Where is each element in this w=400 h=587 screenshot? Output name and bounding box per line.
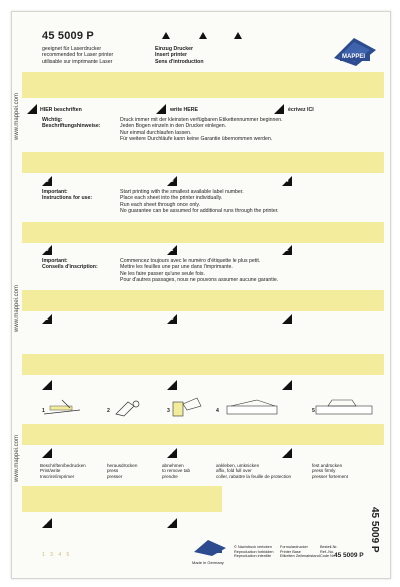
label-number: 6 [284,382,287,388]
label-strip-6 [22,424,384,445]
step-5-illustration [312,396,376,418]
step-1-text: Beschriften/bedrucken Print/write Inscrire/imprimer [40,463,86,479]
label-number: 10 [43,247,49,253]
step-4-number: 4 [216,408,219,414]
fr-heading-2: Conseils d'inscription: [42,264,98,271]
mappei-logo [330,34,380,68]
en-line: Place each sheet into the printer individually. [120,195,223,202]
label-number: 7 [169,382,172,388]
en-heading-2: Instructions for use: [42,195,93,202]
label-number: 10 [168,316,174,322]
legal-line: Reproduction forbidden [234,549,274,554]
fr-line: Pour d'autres passages, nous ne pouvons assumer aucune garantie. [120,277,279,284]
label-number-badge [156,104,166,114]
step-3-text: abnehmen to remove tab prendre [162,463,191,479]
label-strip-1 [22,72,384,98]
side-url-3: www.mappei.com [14,434,20,482]
compat-en: recommended for Laser printer [42,52,114,59]
label-number: 16 [43,178,49,184]
label-number: 8 [44,382,47,388]
product-number: 45 5009 P [42,30,94,42]
step-1-illustration [42,396,82,418]
fr-instructions [120,258,370,284]
step-1-number: 1 [42,408,45,414]
label-number: 15 [168,178,174,184]
legal-line: Reproduction interdite [234,554,272,559]
step-5-text: fest andrücken press firmly presser fortement [312,463,348,479]
label-strip-5 [22,354,384,375]
en-instructions [120,189,370,215]
compat-text [42,46,113,65]
mappei-footer-logo [192,538,232,560]
meta-line: Printer Base [280,549,301,554]
write-here-en: write HERE [170,107,198,113]
de-heading-2: Beschriftungshinweise: [42,123,101,130]
feed-de: Einzug Drucker [155,46,194,52]
label-number: 2 [44,520,47,526]
made-in: Made in Germany [192,560,224,565]
step-2-number: 2 [107,408,110,414]
label-number: 11 [168,247,174,253]
fr-line: Mettre les feuilles une par une dans l'imprimante. [120,264,233,271]
de-line: Jeden Bogen einzeln in den Drucker einlegen. [120,123,227,130]
meta-line: Bestell-Nr. [320,545,338,549]
de-line: Druck immer mit der kleinsten verfügbaren Etikettennummer beginnen. [120,117,283,123]
en-heading-1: Important: [42,189,68,195]
label-number-badge [274,104,284,114]
label-strip-2 [22,152,384,173]
side-url-2: www.mappei.com [14,284,20,332]
en-line: No guarantee can be assumed for additional runs through the printer. [120,208,279,215]
meta-line: Ref.-No. [320,549,335,554]
fr-heading-1: Important: [42,258,68,264]
label-sheet [11,11,391,579]
en-line: Run each sheet through once only. [120,201,201,208]
fr-line: Commencez toujours avec le numéro d'étiquette le plus petit. [120,258,261,264]
step-5-number: 5 [312,408,315,414]
feed-arrow-3 [234,32,242,39]
compat-fr: utilisable sur imprimante Laser [42,58,113,65]
footer-product-code: 45 5009 P [334,552,364,559]
meta-line: Etiketten Zeilenabstand [280,554,320,559]
step-2-text: herausdrücken press presser [107,463,138,479]
product-number-vertical: 45 5009 P [369,507,380,553]
feed-arrow-2 [199,32,207,39]
feed-en: Insert printer [155,52,187,59]
step-3-number: 3 [167,408,170,414]
meta-line: Code Nr. [320,554,335,559]
compat-de: geeignet für Laserdrucker [42,46,102,52]
fr-headings [42,258,117,271]
faint-numbers: 1 3 4 5 [42,552,72,558]
feed-arrow-1 [162,32,170,39]
en-headings [42,189,112,202]
de-headings [42,117,112,130]
label-number-badge [27,104,37,114]
logo-text: MAPPEI [342,54,366,60]
de-instructions [120,117,370,143]
label-number: 11 [43,316,49,322]
label-number: 12 [283,247,289,253]
step-4-illustration [217,396,287,418]
de-heading-1: Wichtig: [42,117,63,123]
label-strip-4 [22,290,384,311]
label-number: 14 [283,178,289,184]
label-number: 2 [169,450,172,456]
label-number: 9 [284,316,287,322]
en-line: Start printing with the smallest available label number. [120,189,244,195]
write-here-fr: écrivez ICI [288,107,314,113]
label-strip-7 [22,486,222,512]
legal-text [234,545,273,559]
write-here-de: HIER beschriften [40,107,82,113]
fr-line: Ne les faire passer qu'une seule fois. [120,270,205,277]
de-line: Nur einmal durchlaufen lassen. [120,129,192,136]
step-4-text: ankleben, umknicken affix, fold full over coller, rabattre la feuille de protection [216,463,292,479]
feed-text [155,46,204,65]
label-strip-3 [22,222,384,243]
feed-fr: Sens d'introduction [155,58,204,65]
label-number: 1 [284,450,287,456]
meta-line: Formulardrucker [280,545,308,549]
de-line: Für weitere Durchläufe kann keine Garantie übernommen werden. [120,136,273,143]
side-url-1: www.mappei.com [14,92,20,140]
legal-line: © Nachdruck verboten [234,545,272,549]
step-3-illustration [167,396,207,418]
meta-text [280,545,320,559]
label-number: 3 [44,450,47,456]
label-number: 1 [169,520,172,526]
step-2-illustration [110,396,150,418]
